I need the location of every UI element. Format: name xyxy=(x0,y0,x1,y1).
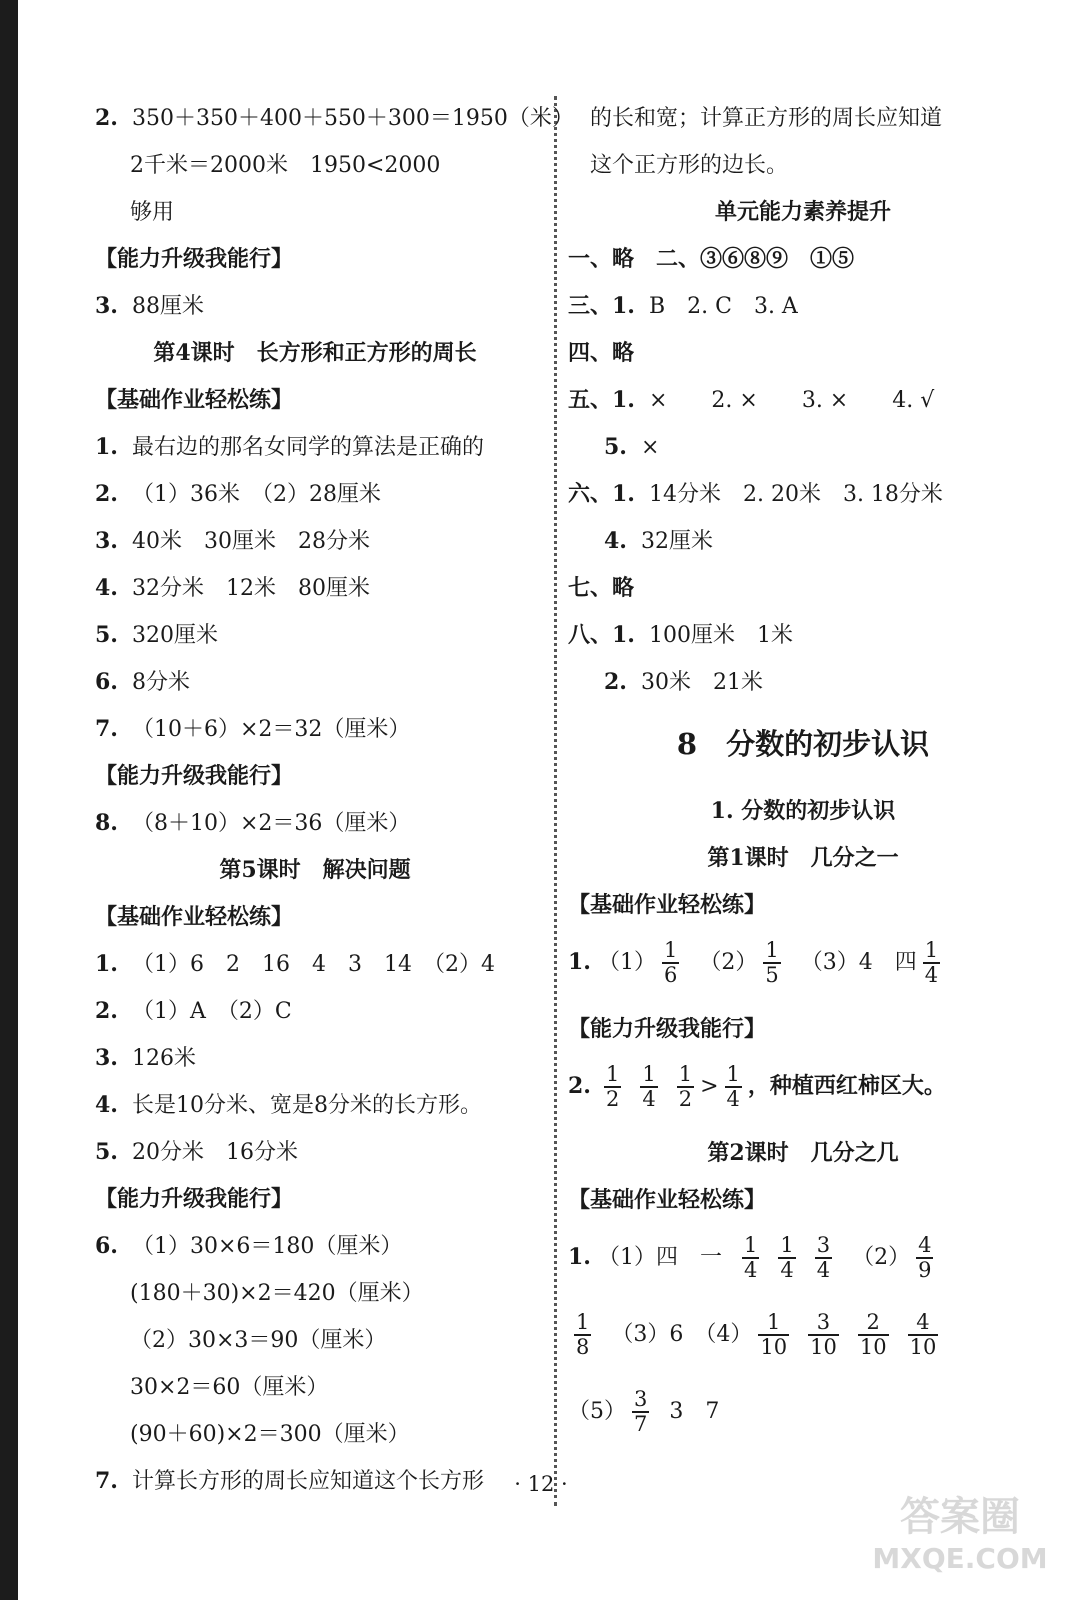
answer-line: 的长和宽；计算正方形的周长应知道 xyxy=(590,106,943,131)
section-heading: 【能力升级我能行】 xyxy=(95,763,294,789)
answer-line: 8. （8＋10）×2＝36（厘米） xyxy=(95,810,411,836)
svg-text:MXQE.COM: MXQE.COM xyxy=(872,1542,1048,1575)
section-heading: 【基础作业轻松练】 xyxy=(95,904,294,930)
answer-line: 五、1. × 2. × 3. × 4. √ xyxy=(568,387,935,413)
fraction: $\frac{1}{6}$ xyxy=(663,937,678,987)
answer-line: 5. 320厘米 xyxy=(95,622,218,648)
answer-line: 六、1. 14分米 2. 20米 3. 18分米 xyxy=(568,481,943,507)
answer-line: 4. 32厘米 xyxy=(604,528,713,554)
answer-line: $\frac{1}{8}$ （3）6 （4） $\frac{1}{10}$ $\frac{3}{10}$ $\frac{2}{10}$ $\frac{4}{10}$ xyxy=(576,1309,937,1359)
fraction: $\frac{1}{10}$ xyxy=(760,1309,788,1359)
answer-line: 这个正方形的边长。 xyxy=(590,153,789,178)
section-heading: 【能力升级我能行】 xyxy=(568,1016,767,1042)
lesson-title: 第4课时 长方形和正方形的周长 xyxy=(153,340,477,366)
answer-line: 1. （1）6 2 16 4 3 14 （2）4 xyxy=(95,951,495,977)
section-heading: 【能力升级我能行】 xyxy=(95,246,294,272)
answer-line: 1. （1） $\frac{1}{6}$ （2） $\frac{1}{5}$ （3）4 四 $\frac{1}{4}$ xyxy=(568,937,939,987)
fraction: $\frac{2}{10}$ xyxy=(859,1309,887,1359)
answer-line: (90＋60)×2＝300（厘米） xyxy=(130,1422,410,1447)
section-heading: 【基础作业轻松练】 xyxy=(95,387,294,413)
lesson-title: 第1课时 几分之一 xyxy=(707,845,899,871)
lesson-title: 第2课时 几分之几 xyxy=(707,1140,899,1166)
fraction: $\frac{3}{4}$ xyxy=(816,1232,831,1282)
section-heading: 【基础作业轻松练】 xyxy=(568,892,767,918)
page-number: · 12 · xyxy=(514,1472,568,1496)
page-edge xyxy=(0,0,18,1600)
fraction: $\frac{1}{2}$ xyxy=(678,1061,693,1111)
answer-line: 2. 350＋350＋400＋550＋300＝1950（米） xyxy=(95,105,574,131)
answer-line: 2千米＝2000米 1950<2000 xyxy=(130,153,441,178)
answer-line: 八、1. 100厘米 1米 xyxy=(568,622,793,648)
answer-line: 1. 最右边的那名女同学的算法是正确的 xyxy=(95,434,484,460)
answer-line: 三、1. B 2. C 3. A xyxy=(568,293,798,319)
fraction: $\frac{4}{10}$ xyxy=(909,1309,937,1359)
fraction: $\frac{1}{4}$ xyxy=(726,1061,740,1111)
answer-line: 30×2＝60（厘米） xyxy=(130,1375,329,1400)
answer-line: （2）30×3＝90（厘米） xyxy=(130,1328,387,1353)
fraction: $\frac{1}{4}$ xyxy=(642,1061,656,1111)
fraction: $\frac{3}{7}$ xyxy=(634,1386,648,1436)
answer-line: （5） $\frac{3}{7}$ 3 7 xyxy=(568,1386,720,1436)
watermark-logo xyxy=(850,1488,1070,1578)
section-heading: 【能力升级我能行】 xyxy=(95,1186,294,1212)
chapter-title: 8 分数的初步认识 xyxy=(676,727,930,761)
fraction: $\frac{3}{10}$ xyxy=(810,1309,837,1359)
svg-text:答案圈: 答案圈 xyxy=(900,1494,1020,1540)
right-column xyxy=(568,95,1038,1445)
answer-line: (180＋30)×2＝420（厘米） xyxy=(130,1281,424,1306)
answer-line: 1. （1）四 一 $\frac{1}{4}$ $\frac{1}{4}$ $\frac{3}{4}$ （2） $\frac{4}{9}$ xyxy=(568,1232,932,1282)
answer-line: 5. × xyxy=(604,434,660,460)
answer-line: 够用 xyxy=(130,200,175,225)
fraction: $\frac{1}{4}$ xyxy=(780,1232,794,1282)
lesson-title: 第5课时 解决问题 xyxy=(219,857,411,883)
answer-line: 7. （10＋6）×2＝32（厘米） xyxy=(95,716,411,742)
answer-line: 2. （1）36米 （2）28厘米 xyxy=(95,481,381,507)
answer-line: 3. 40米 30厘米 28分米 xyxy=(95,528,370,554)
answer-line: 一、略 二、③⑥⑧⑨ ①⑤ xyxy=(568,246,855,272)
answer-line: 6. （1）30×6＝180（厘米） xyxy=(95,1233,403,1259)
answer-line: 四、略 xyxy=(568,340,635,366)
answer-line: 4. 长是10分米、宽是8分米的长方形。 xyxy=(95,1092,482,1118)
fraction: $\frac{1}{2}$ xyxy=(605,1061,620,1111)
answer-line: 5. 20分米 16分米 xyxy=(95,1139,298,1165)
answer-line: 2. $\frac{1}{2}$ $\frac{1}{4}$ $\frac{1}{2}$ > $\frac{1}{4}$ ，种植西红柿区大。 xyxy=(568,1061,946,1111)
fraction: $\frac{1}{4}$ xyxy=(924,937,939,987)
answer-line: 七、略 xyxy=(568,575,635,601)
fraction: $\frac{1}{8}$ xyxy=(576,1309,590,1359)
answer-line: 3. 88厘米 xyxy=(95,293,204,319)
answer-line: 2. （1）A （2）C xyxy=(95,998,292,1024)
column-divider xyxy=(554,96,557,1506)
answer-line: 2. 30米 21米 xyxy=(604,669,763,695)
fraction: $\frac{1}{4}$ xyxy=(743,1232,758,1282)
answer-line: 7. 计算长方形的周长应知道这个长方形 xyxy=(95,1468,484,1494)
fraction: $\frac{4}{9}$ xyxy=(918,1232,932,1282)
answer-line: 3. 126米 xyxy=(95,1045,196,1071)
answer-line: 4. 32分米 12米 80厘米 xyxy=(95,575,370,601)
answer-line: 6. 8分米 xyxy=(95,669,190,695)
subsection-title: 1. 分数的初步认识 xyxy=(710,798,896,824)
left-column xyxy=(95,95,574,1505)
fraction: $\frac{1}{5}$ xyxy=(765,937,779,987)
section-heading: 【基础作业轻松练】 xyxy=(568,1187,767,1213)
unit-review-title: 单元能力素养提升 xyxy=(714,199,891,225)
